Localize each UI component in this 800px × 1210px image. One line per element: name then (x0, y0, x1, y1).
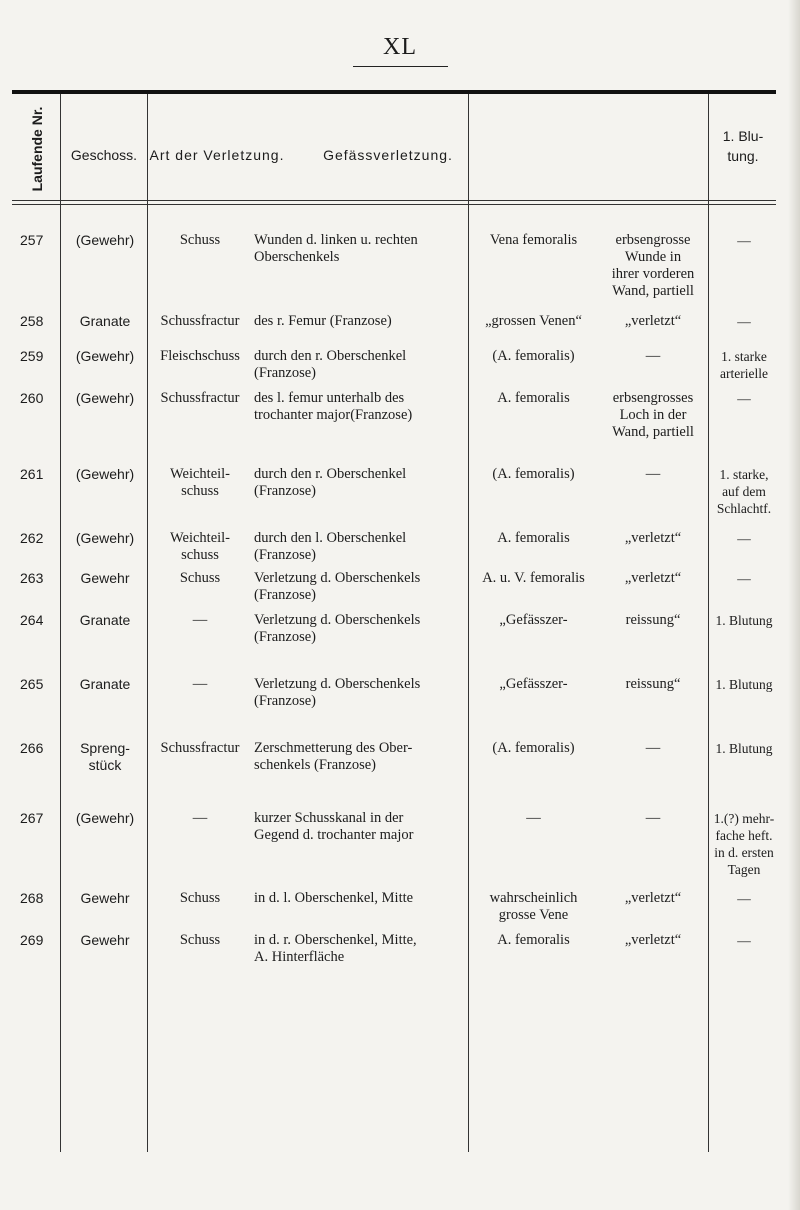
cell-gefaess: A. femoralis (497, 390, 570, 406)
cell-art: Schuss (179, 232, 221, 248)
cell-beschreibung: erbsengrosses Loch in der Wand, partiell (612, 390, 694, 440)
cell-verletzung: in d. l. Oberschenkel, Mitte (254, 890, 414, 906)
cell-blutung: 1.(?) mehr- fache heft. in d. ersten Tagen (713, 811, 775, 877)
row-number: 262 (20, 530, 44, 546)
cell-verletzung: Verletzung d. Oberschenkels (Franzose) (254, 676, 421, 709)
header-rule-double (12, 204, 776, 205)
cell-geschoss: (Gewehr) (75, 530, 135, 546)
cell-art: — (192, 810, 208, 826)
cell-verletzung: Verletzung d. Oberschenkels (Franzose) (254, 612, 421, 645)
cell-verletzung: des l. femur unterhalb des trochanter major(Franzose) (254, 390, 413, 423)
cell-beschreibung: — (645, 810, 661, 826)
row-number: 264 (20, 612, 44, 628)
cell-gefaess: „Gefässzer- (499, 676, 568, 692)
row-number: 261 (20, 466, 44, 482)
cell-geschoss: Spreng- stück (80, 740, 130, 773)
cell-blutung: — (737, 233, 751, 248)
page-number: XL (383, 34, 417, 60)
cell-blutung: 1. starke arterielle (720, 349, 768, 381)
cell-geschoss: (Gewehr) (75, 232, 135, 248)
cell-gefaess: A. femoralis (497, 932, 570, 948)
cell-blutung: 1. Blutung (715, 613, 773, 628)
cell-gefaess: „grossen Venen“ (485, 313, 582, 329)
cell-verletzung: Verletzung d. Oberschenkels (Franzose) (254, 570, 421, 603)
cell-gefaess: „Gefässzer- (499, 612, 568, 628)
cell-gefaess: A. femoralis (497, 530, 570, 546)
cell-blutung: 1. starke, auf dem Schlachtf. (716, 467, 772, 516)
header-laufende-nr: Laufende Nr. (29, 106, 45, 192)
table-top-rule (12, 90, 776, 94)
column-divider (468, 94, 469, 1152)
cell-beschreibung: „verletzt“ (624, 932, 682, 948)
cell-gefaess: A. u. V. femoralis (482, 570, 585, 586)
cell-blutung: — (737, 891, 751, 906)
cell-gefaess: (A. femoralis) (492, 348, 575, 364)
cell-art: Schuss (179, 890, 221, 906)
cell-gefaess: (A. femoralis) (492, 740, 575, 756)
cell-art: Schussfractur (160, 740, 240, 756)
cell-verletzung: Zerschmetterung des Ober- schenkels (Franzose) (254, 740, 413, 773)
column-divider (60, 94, 61, 1152)
cell-verletzung: durch den r. Oberschenkel (Franzose) (254, 348, 407, 381)
header-blutung: 1. Blu- tung. (722, 128, 764, 164)
cell-art: Schuss (179, 570, 221, 586)
cell-gefaess: — (526, 810, 541, 826)
page-edge (788, 0, 800, 1210)
row-number: 268 (20, 890, 44, 906)
cell-art: Schussfractur (160, 313, 240, 329)
cell-beschreibung: „verletzt“ (624, 890, 682, 906)
row-number: 265 (20, 676, 44, 692)
cell-art: Schuss (179, 932, 221, 948)
cell-verletzung: des r. Femur (Franzose) (254, 313, 392, 329)
row-number: 259 (20, 348, 44, 364)
row-number: 266 (20, 740, 44, 756)
cell-art: Fleischschuss (160, 348, 240, 364)
cell-gefaess: Vena femoralis (489, 232, 578, 248)
cell-geschoss: Granate (79, 313, 131, 329)
cell-verletzung: kurzer Schusskanal in der Gegend d. trochanter major (254, 810, 414, 843)
cell-gefaess: (A. femoralis) (492, 466, 575, 482)
cell-verletzung: in d. r. Oberschenkel, Mitte, A. Hinterfläche (254, 932, 417, 965)
cell-blutung: — (737, 571, 751, 586)
header-art-der-verletzung: Art der Verletzung. (149, 147, 285, 163)
cell-beschreibung: — (645, 740, 661, 756)
cell-geschoss: Gewehr (80, 932, 130, 948)
row-number: 257 (20, 232, 44, 248)
cell-geschoss: Gewehr (80, 570, 130, 586)
cell-art: — (192, 676, 208, 692)
page-number-underline (353, 66, 448, 67)
cell-verletzung: Wunden d. linken u. rechten Oberschenkels (254, 232, 418, 265)
cell-art: Weichteil- schuss (169, 466, 231, 499)
row-number: 258 (20, 313, 44, 329)
cell-beschreibung: „verletzt“ (624, 313, 682, 329)
cell-blutung: 1. Blutung (715, 677, 773, 692)
header-geschoss: Geschoss. (70, 147, 138, 163)
cell-geschoss: (Gewehr) (75, 466, 135, 482)
header-gefaessverletzung: Gefässverletzung. (323, 147, 453, 163)
cell-gefaess: wahrscheinlich grosse Vene (489, 890, 578, 923)
cell-art: Weichteil- schuss (169, 530, 231, 563)
cell-geschoss: Granate (79, 612, 131, 628)
cell-blutung: — (737, 391, 751, 406)
row-number: 269 (20, 932, 44, 948)
cell-geschoss: (Gewehr) (75, 390, 135, 406)
row-number: 267 (20, 810, 44, 826)
cell-art: Schussfractur (160, 390, 240, 406)
cell-geschoss: (Gewehr) (75, 348, 135, 364)
cell-blutung: — (737, 933, 751, 948)
row-number: 263 (20, 570, 44, 586)
cell-geschoss: Gewehr (80, 890, 130, 906)
cell-beschreibung: reissung“ (625, 676, 681, 692)
cell-beschreibung: — (645, 466, 661, 482)
cell-beschreibung: reissung“ (625, 612, 681, 628)
cell-beschreibung: „verletzt“ (624, 570, 682, 586)
cell-verletzung: durch den l. Oberschenkel (Franzose) (254, 530, 407, 563)
cell-beschreibung: — (645, 348, 661, 364)
header-rule (12, 200, 776, 201)
cell-blutung: 1. Blutung (715, 741, 773, 756)
cell-art: — (192, 612, 208, 628)
row-number: 260 (20, 390, 44, 406)
cell-geschoss: Granate (79, 676, 131, 692)
cell-verletzung: durch den r. Oberschenkel (Franzose) (254, 466, 407, 499)
cell-geschoss: (Gewehr) (75, 810, 135, 826)
cell-blutung: — (737, 314, 751, 329)
cell-blutung: — (737, 531, 751, 546)
cell-beschreibung: erbsengrosse Wunde in ihrer vorderen Wand, partiell (611, 232, 695, 299)
cell-beschreibung: „verletzt“ (624, 530, 682, 546)
